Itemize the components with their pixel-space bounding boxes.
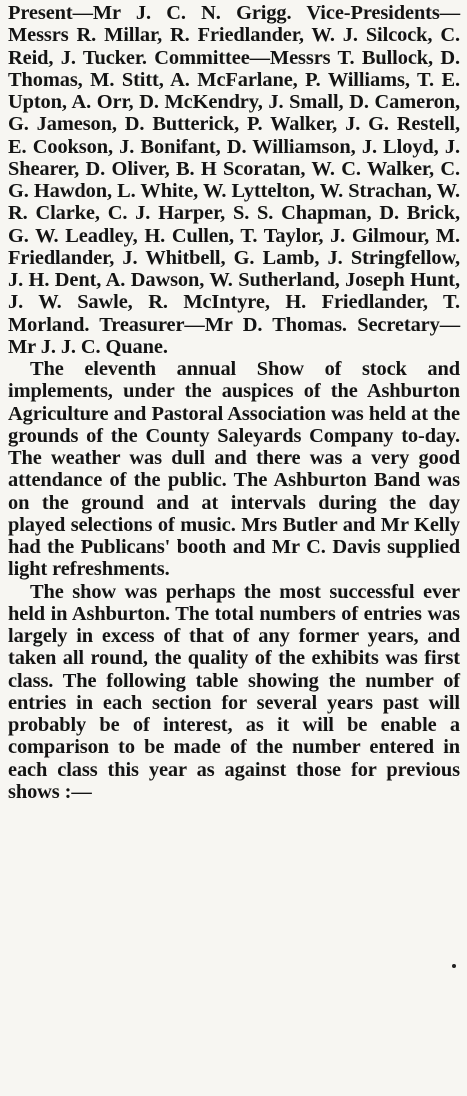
ink-speck bbox=[452, 964, 456, 968]
entries-paragraph: The show was perhaps the most successful ever held in Ashburton. The total numbers of entries was largely in excess of that of any former years, and taken all round, the quality of the exhibits was first class. The following table showing the number of entries in each section for several years past will probably be of interest, as it will be enable a comparison to be made of the number entered in each class this year as against those for previous shows :— bbox=[8, 580, 460, 803]
article-column bbox=[8, 2, 460, 803]
show-report-paragraph: The eleventh annual Show of stock and implements, under the auspices of the Ashburton Agriculture and Pastoral Association was held at the grounds of the County Saleyards Company to-day. The weather was dull and there was a very good attendance of the public. The Ashburton Band was on the ground and at intervals during the day played selections of music. Mrs Butler and Mr Kelly had the Publicans' booth and Mr C. Davis supplied light refreshments. bbox=[8, 358, 460, 581]
officers-paragraph: Present—Mr J. C. N. Grigg. Vice-Presidents—Messrs R. Millar, R. Friedlander, W. J. Silcock, C. Reid, J. Tucker. Committee—Messrs T. Bullock, D. Thomas, M. Stitt, A. McFarlane, P. Williams, T. E. Upton, A. Orr, D. McKendry, J. Small, D. Cameron, G. Jameson, D. Butterick, P. Walker, J. G. Restell, E. Cookson, J. Bonifant, D. Williamson, J. Lloyd, J. Shearer, D. Oliver, B. H Scoratan, W. C. Walker, C. G. Hawdon, L. White, W. Lyttelton, W. Strachan, W. R. Clarke, C. J. Harper, S. S. Chapman, D. Brick, G. W. Leadley, H. Cullen, T. Taylor, J. Gilmour, M. Friedlander, J. Whitbell, G. Lamb, J. Stringfellow, J. H. Dent, A. Dawson, W. Sutherland, Joseph Hunt, J. W. Sawle, R. McIntyre, H. Friedlander, T. Morland. Treasurer—Mr D. Thomas. Secretary—Mr J. J. C. Quane. bbox=[8, 2, 460, 358]
